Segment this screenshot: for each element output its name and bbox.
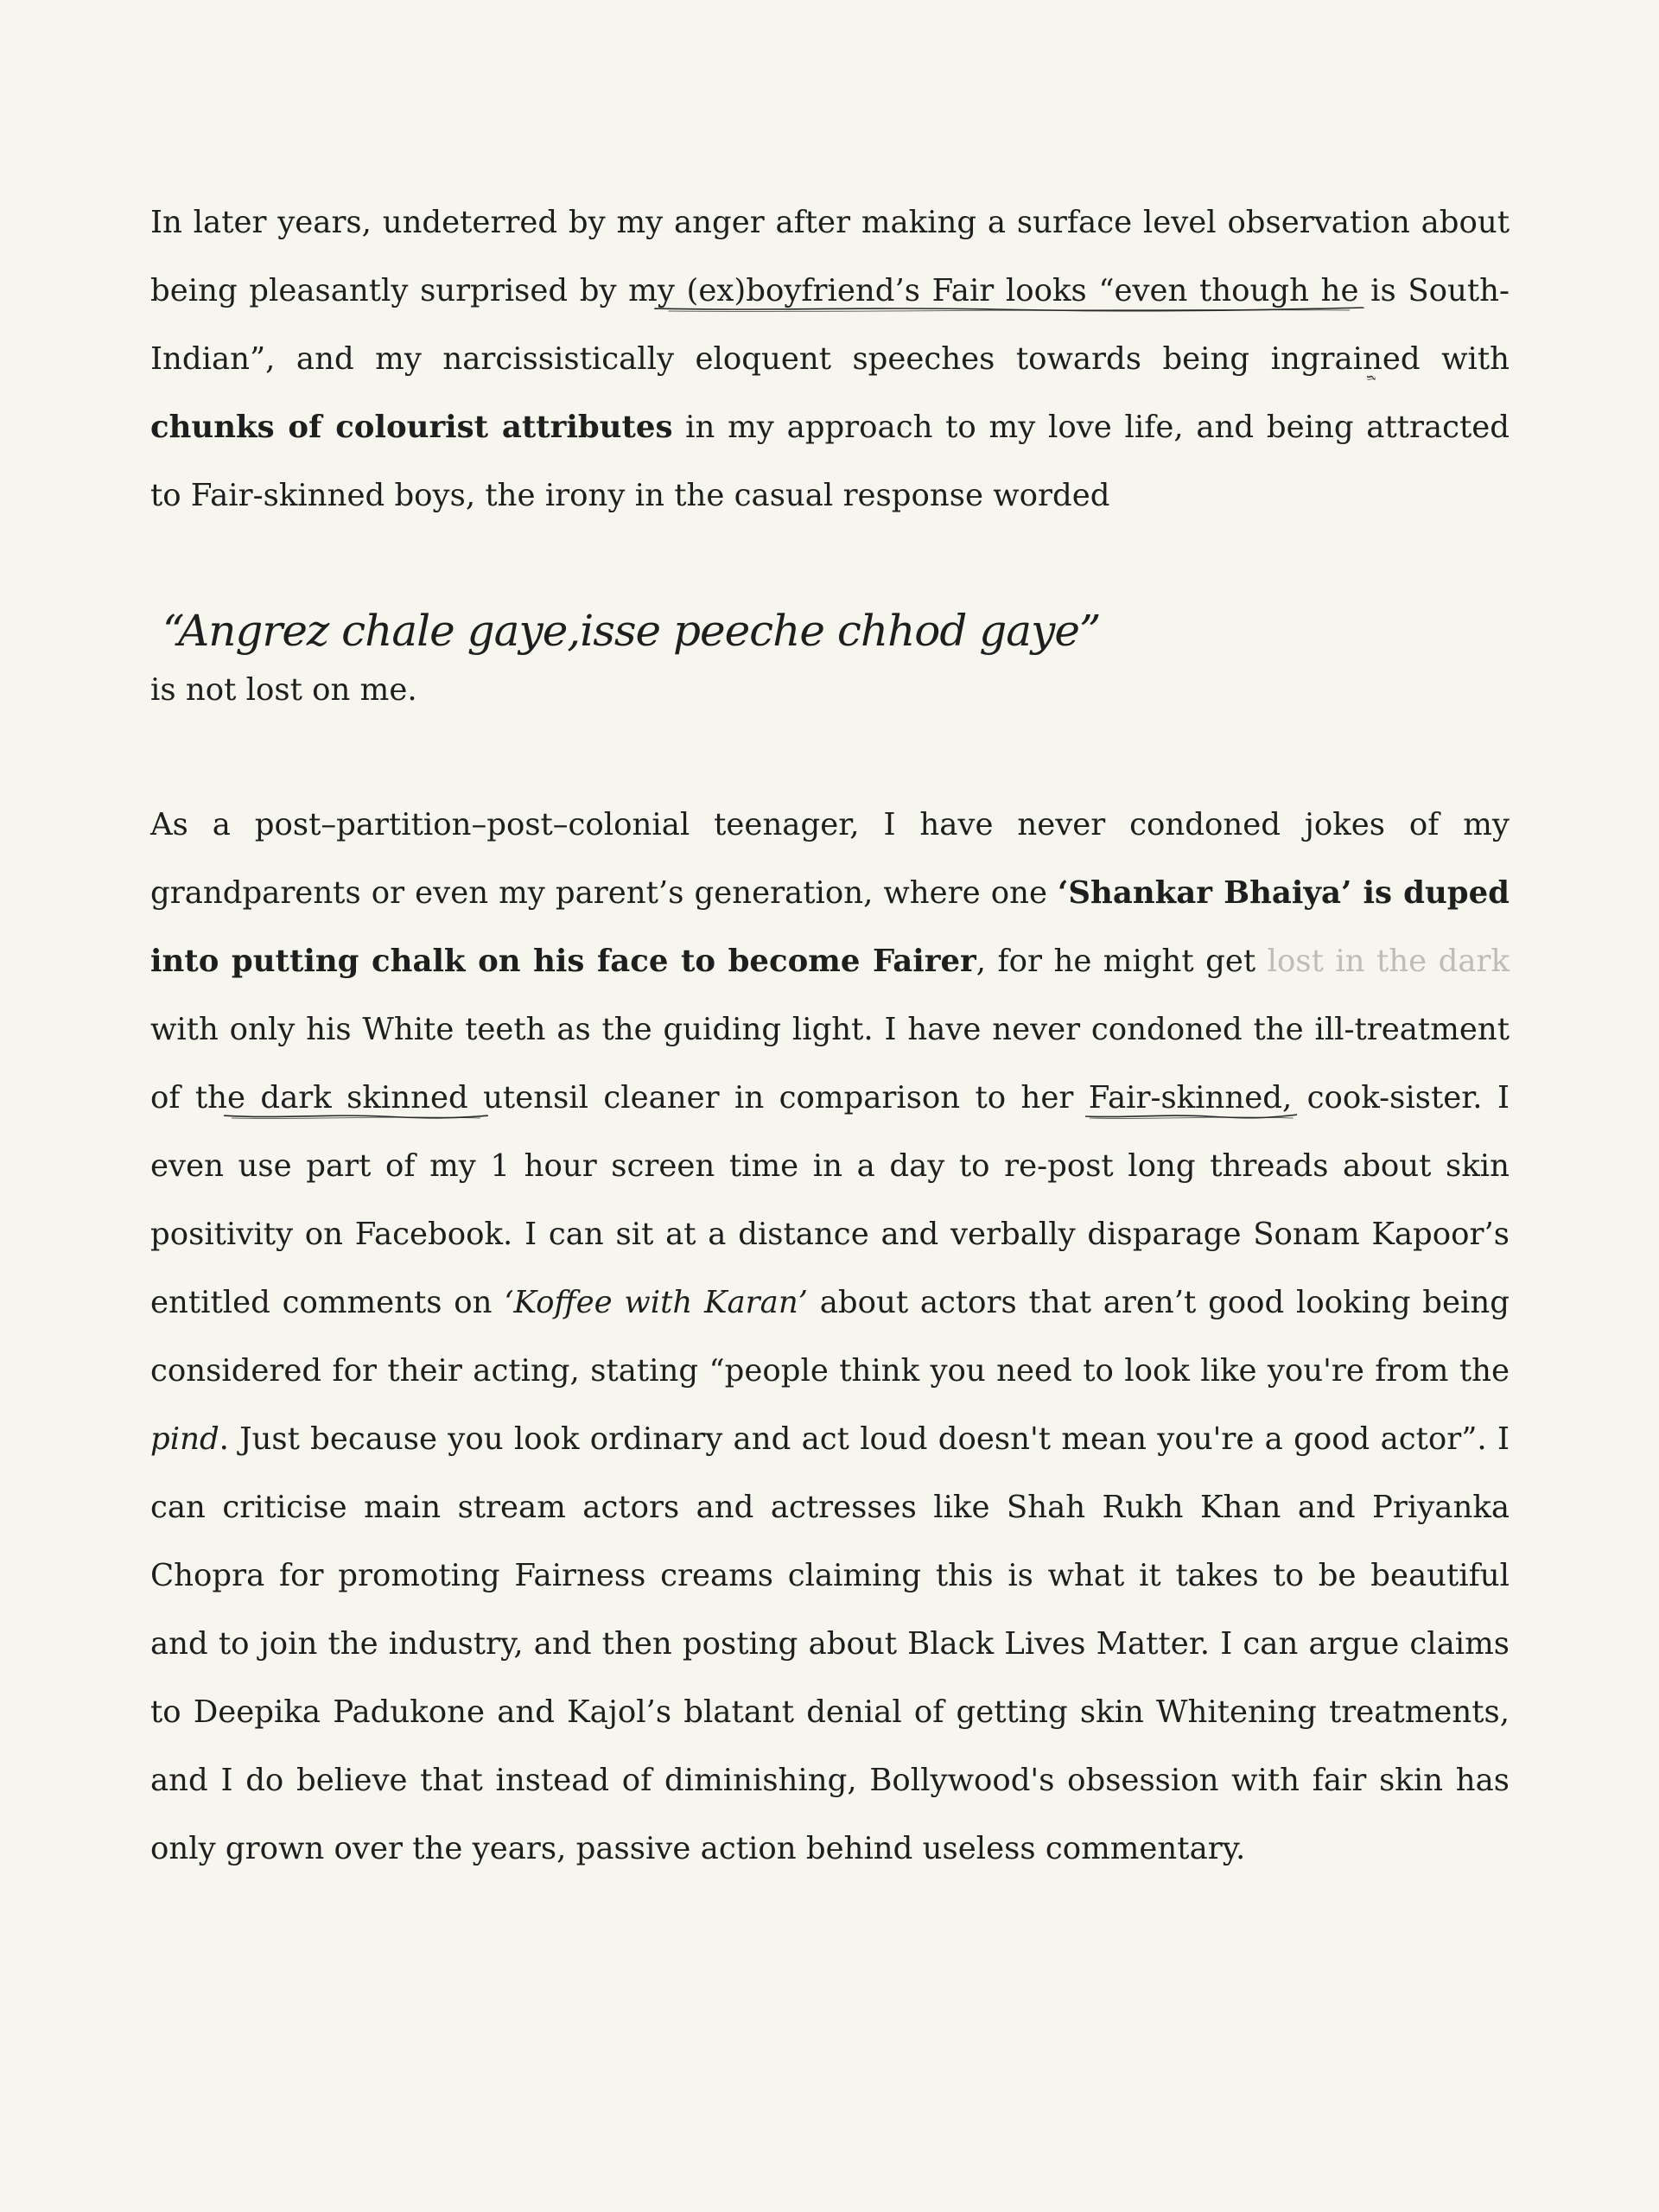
underlined-phrase — [227, 1080, 483, 1116]
paragraph-text: cook-sister. I even use part of my 1 hour screen time in a day to re-post long threads about skin positivity on Facebook. I can sit at a distance and verbally disparage Sonam Kapoor’s entitled comments on — [150, 1080, 1510, 1320]
underlined-phrase — [658, 273, 1359, 308]
underlined-text: is South- Indian — [150, 273, 1510, 377]
underlined-text: y (ex)boyfriend’s Fair looks “even though he — [657, 273, 1359, 308]
underlined-phrase — [1089, 1080, 1293, 1116]
paragraph-text: in my approach to my love life, and being attracted to Fair-skinned boys, the irony in the casual response worded — [150, 410, 1510, 513]
paragraph-text: As a post–partition–post–colonial teenager, I have never condoned jokes of my grandparents or even my parent’s generation, where one — [150, 807, 1510, 911]
paragraph-text: with only his White teeth as the guiding light. I have never condoned the ill-treatment of th — [150, 1012, 1510, 1116]
italic-phrase: ‘Koffee with Karan’ — [504, 1285, 808, 1320]
paragraph-post-colonial-teenager — [150, 791, 1510, 1883]
faded-phrase: lost in the dark — [1267, 944, 1510, 979]
bold-phrase: chunks of colourist attributes — [150, 410, 673, 445]
italic-phrase: pind — [150, 1421, 219, 1457]
paragraph-text: about actors that aren’t good looking being considered for their acting, stating “people think you need to look like you're from the — [150, 1285, 1510, 1389]
paragraph-colourism-love-life — [150, 188, 1510, 530]
paragraph-text: In later years, undeterred by my anger after making a surface level observation about being pleasantly surprised by m — [150, 205, 1510, 308]
bold-phrase: ‘Shankar Bhaiya’ is duped into putting chalk on his face to become Fairer — [150, 875, 1510, 979]
paragraph-text: , for he might get — [976, 944, 1268, 979]
underlined-text: e dark skinned — [227, 1080, 484, 1116]
paragraph-text: ”, and my narcissistically eloquent speeches towards being ingrained with — [250, 341, 1510, 377]
underlined-text: Fair-skinned, — [1088, 1080, 1293, 1116]
quote-followup: is not lost on me. — [150, 672, 417, 708]
document-page — [150, 188, 1510, 1883]
paragraph-text: . Just because you look ordinary and act loud doesn't mean you're a good actor”. I can criticise main stream actors and actresses like Shah Rukh Khan and Priyanka Chopra for promoting Fairness creams claiming this is what it takes to be beautiful and to join the industry, and then posting about Black Lives Matter. I can argue claims to Deepika Padukone and Kajol’s blatant denial of getting skin Whitening treatments, and I do believe that instead of diminishing, Bollywood's obsession with fair skin has only grown over the years, passive action behind useless commentary. — [150, 1421, 1510, 1866]
hindi-quote: “Angrez chale gaye,isse peeche chhod gaye” — [162, 606, 1101, 656]
paragraph-text: utensil cleaner in comparison to her — [483, 1080, 1089, 1116]
